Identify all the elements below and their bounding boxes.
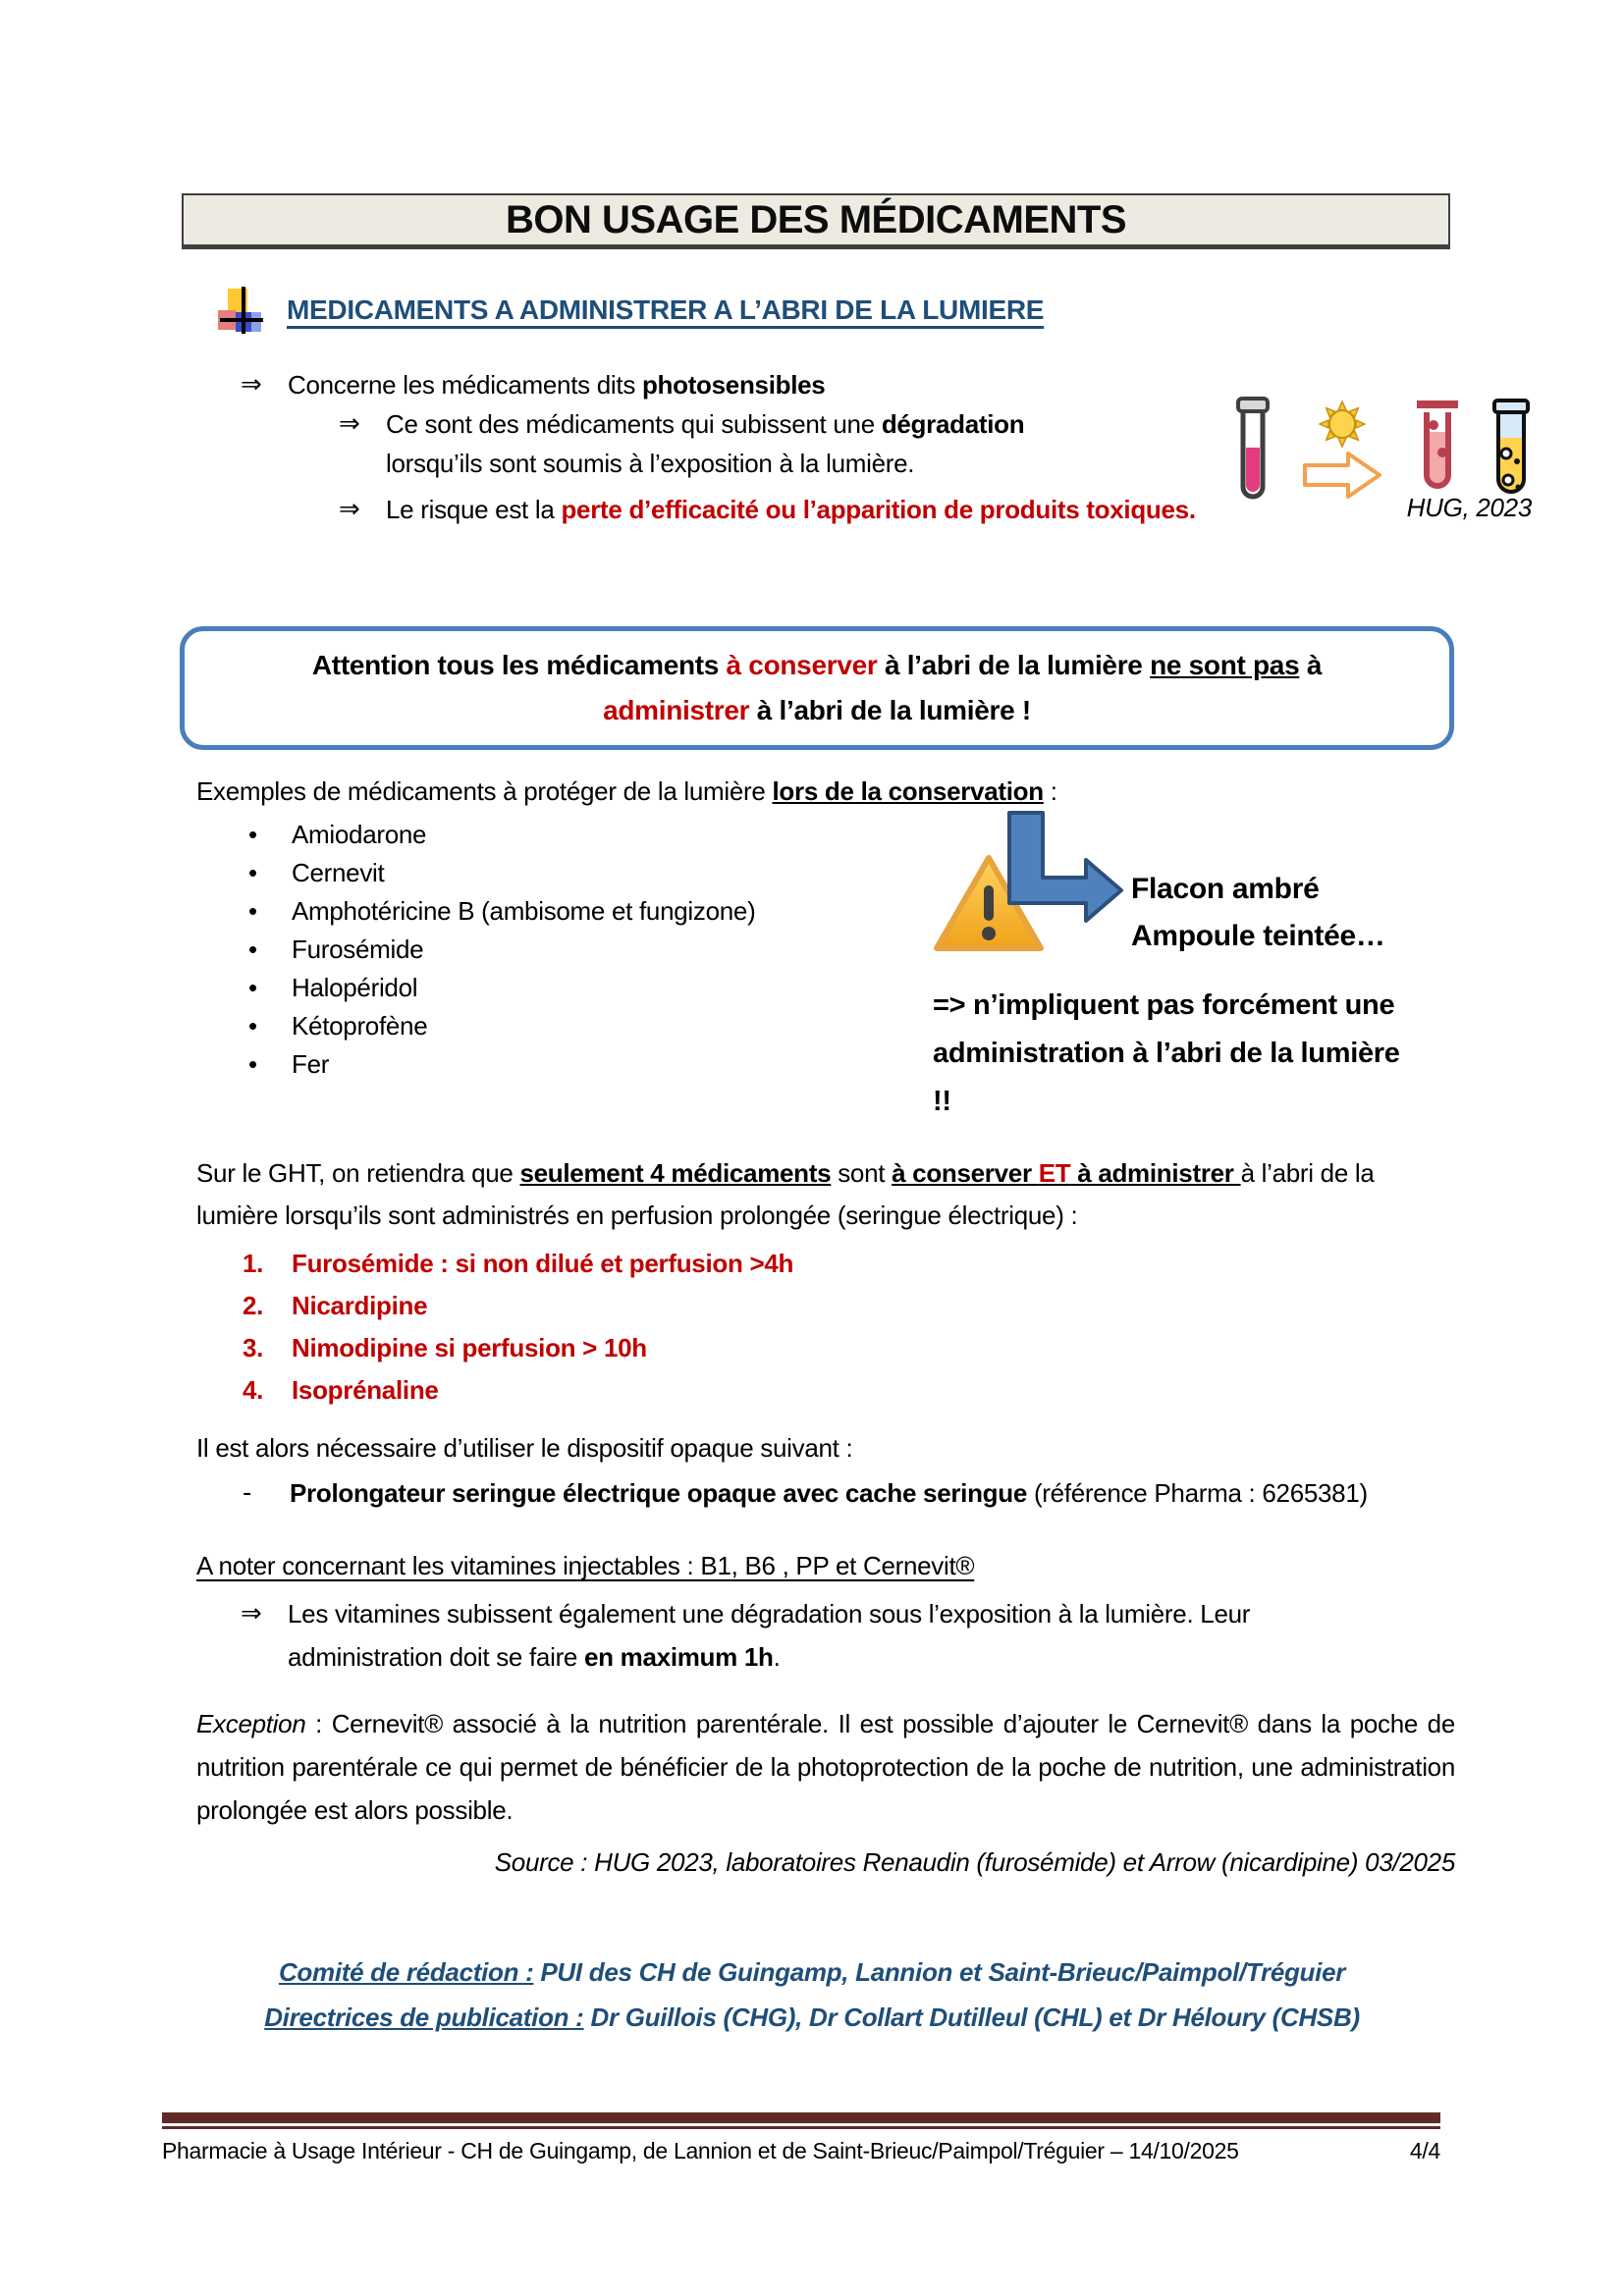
- list-item: • Fer: [243, 1045, 755, 1084]
- ght-numbered-list: [243, 1243, 793, 1412]
- committee-block: [125, 1949, 1499, 2040]
- committee-line-1: Comité de rédaction : PUI des CH de Guingamp, Lannion et Saint-Brieuc/Paimpol/Tréguier: [278, 1957, 1346, 1987]
- intro-block: [241, 365, 1232, 529]
- source-line: Source : HUG 2023, laboratoires Renaudin (furosémide) et Arrow (nicardipine) 03/2025: [494, 1847, 1455, 1877]
- ght-paragraph: Sur le GHT, on retiendra que seulement 4 médicaments sont à conserver ET à administrer à l’abri de la lumière lorsqu’ils sont administrés en perfusion prolongée (seringue électrique) :: [196, 1158, 1375, 1230]
- intro-line-2: [339, 404, 1232, 444]
- device-intro: Il est alors nécessaire d’utiliser le dispositif opaque suivant :: [196, 1433, 853, 1463]
- device-text: Prolongateur seringue électrique opaque avec cache seringue (référence Pharma : 6265381): [290, 1478, 1368, 1508]
- word-art-squares-icon: [218, 287, 263, 334]
- footer-rule-thick: [162, 2112, 1440, 2123]
- blue-elbow-arrow-icon: [1000, 811, 1127, 929]
- callout-note: => n’impliquent pas forcément une administration à l’abri de la lumière !!: [933, 989, 1400, 1117]
- double-arrow-icon: ⇒: [241, 370, 262, 400]
- attention-box: [180, 626, 1454, 750]
- list-item: • Kétoprofène: [243, 1007, 755, 1045]
- cross-horizontal: [220, 318, 263, 322]
- list-item: • Halopéridol: [243, 969, 755, 1007]
- dash-bullet: -: [243, 1478, 252, 1508]
- vitamins-heading: A noter concernant les vitamines injectables : B1, B6 , PP et Cernevit®: [196, 1551, 975, 1580]
- callout-title-line-2: Ampoule teintée…: [1131, 920, 1385, 952]
- numbered-item: 2. Nicardipine: [243, 1291, 428, 1320]
- attention-line-2: administrer à l’abri de la lumière !: [603, 695, 1031, 725]
- list-item: • Furosémide: [243, 931, 755, 969]
- section-heading: [218, 287, 1044, 334]
- page-title-text: BON USAGE DES MÉDICAMENTS: [506, 197, 1126, 241]
- vitamins-line-1: ⇒ Les vitamines subissent également une dégradation sous l’exposition à la lumière. Leur: [241, 1592, 1448, 1635]
- device-line: [243, 1478, 1460, 1509]
- test-tube-pink-icon: [1235, 397, 1271, 501]
- callout-title-line-1: Flacon ambré: [1131, 873, 1320, 905]
- footer-rule: [162, 2112, 1440, 2129]
- list-item: • Amiodarone: [243, 816, 755, 854]
- examples-intro: Exemples de médicaments à protéger de la lumière lors de la conservation :: [196, 776, 1057, 806]
- footer-rule-thin: [162, 2126, 1440, 2129]
- numbered-item: 4. Isoprénaline: [243, 1375, 439, 1405]
- page-number: 4/4: [1409, 2138, 1440, 2163]
- light-blue-square: [251, 312, 261, 332]
- vitamins-block: [241, 1592, 1448, 1679]
- sun-and-arrow: [1301, 400, 1383, 501]
- page-title: [182, 193, 1450, 249]
- numbered-item: 3. Nimodipine si perfusion > 10h: [243, 1333, 647, 1362]
- double-arrow-icon: ⇒: [339, 409, 360, 439]
- examples-list: [243, 816, 755, 1084]
- footer-label: Pharmacie à Usage Intérieur - CH de Guingamp, de Lannion et de Saint-Brieuc/Paimpol/Tréguier – 14/10/2025: [162, 2138, 1239, 2163]
- exception-paragraph: Exception : Cernevit® associé à la nutrition parentérale. Il est possible d’ajouter le Cernevit® dans la poche de nutrition parentérale ce qui permet de bénéficier de la photoprotection de la poche de nutrition, une administration prolongée est alors possible.: [196, 1709, 1455, 1825]
- test-tube-red-icon: [1415, 399, 1460, 501]
- committee-line-2: Directrices de publication : Dr Guillois (CHG), Dr Collart Dutilleul (CHL) et Dr Héloury (CHSB): [264, 2002, 1360, 2032]
- list-item: • Cernevit: [243, 854, 755, 892]
- section-title: MEDICAMENTS A ADMINISTRER A L’ABRI DE LA LUMIERE: [287, 294, 1045, 325]
- test-tube-yellow-icon: [1490, 399, 1532, 501]
- callout-title: [1131, 866, 1475, 960]
- intro-line-1: [241, 365, 1232, 404]
- list-item: • Amphotéricine B (ambisome et fungizone): [243, 892, 755, 931]
- cross-vertical: [242, 287, 245, 334]
- double-arrow-icon: ⇒: [241, 1599, 262, 1629]
- intro-line-2-cont: lorsqu’ils sont soumis à l’exposition à la lumière.: [386, 449, 915, 478]
- intro-line-2-text: Ce sont des médicaments qui subissent une dégradation: [386, 409, 1025, 439]
- vitamins-line-2: administration doit se faire en maximum 1h.: [288, 1642, 781, 1672]
- photodegradation-illustration: [1235, 371, 1532, 501]
- numbered-item: 1. Furosémide : si non dilué et perfusion >4h: [243, 1249, 794, 1278]
- sun-icon: [1319, 400, 1366, 450]
- hug-credit: HUG, 2023: [1406, 493, 1532, 522]
- attention-line-1: Attention tous les médicaments à conserver à l’abri de la lumière ne sont pas à: [311, 650, 1323, 680]
- intro-line-3: [339, 490, 1232, 529]
- footer: [162, 2138, 1440, 2164]
- intro-line-3-text: Le risque est la perte d’efficacité ou l’apparition de produits toxiques.: [386, 495, 1196, 524]
- double-arrow-icon: ⇒: [339, 495, 360, 524]
- intro-line-1-text: Concerne les médicaments dits photosensibles: [288, 370, 826, 400]
